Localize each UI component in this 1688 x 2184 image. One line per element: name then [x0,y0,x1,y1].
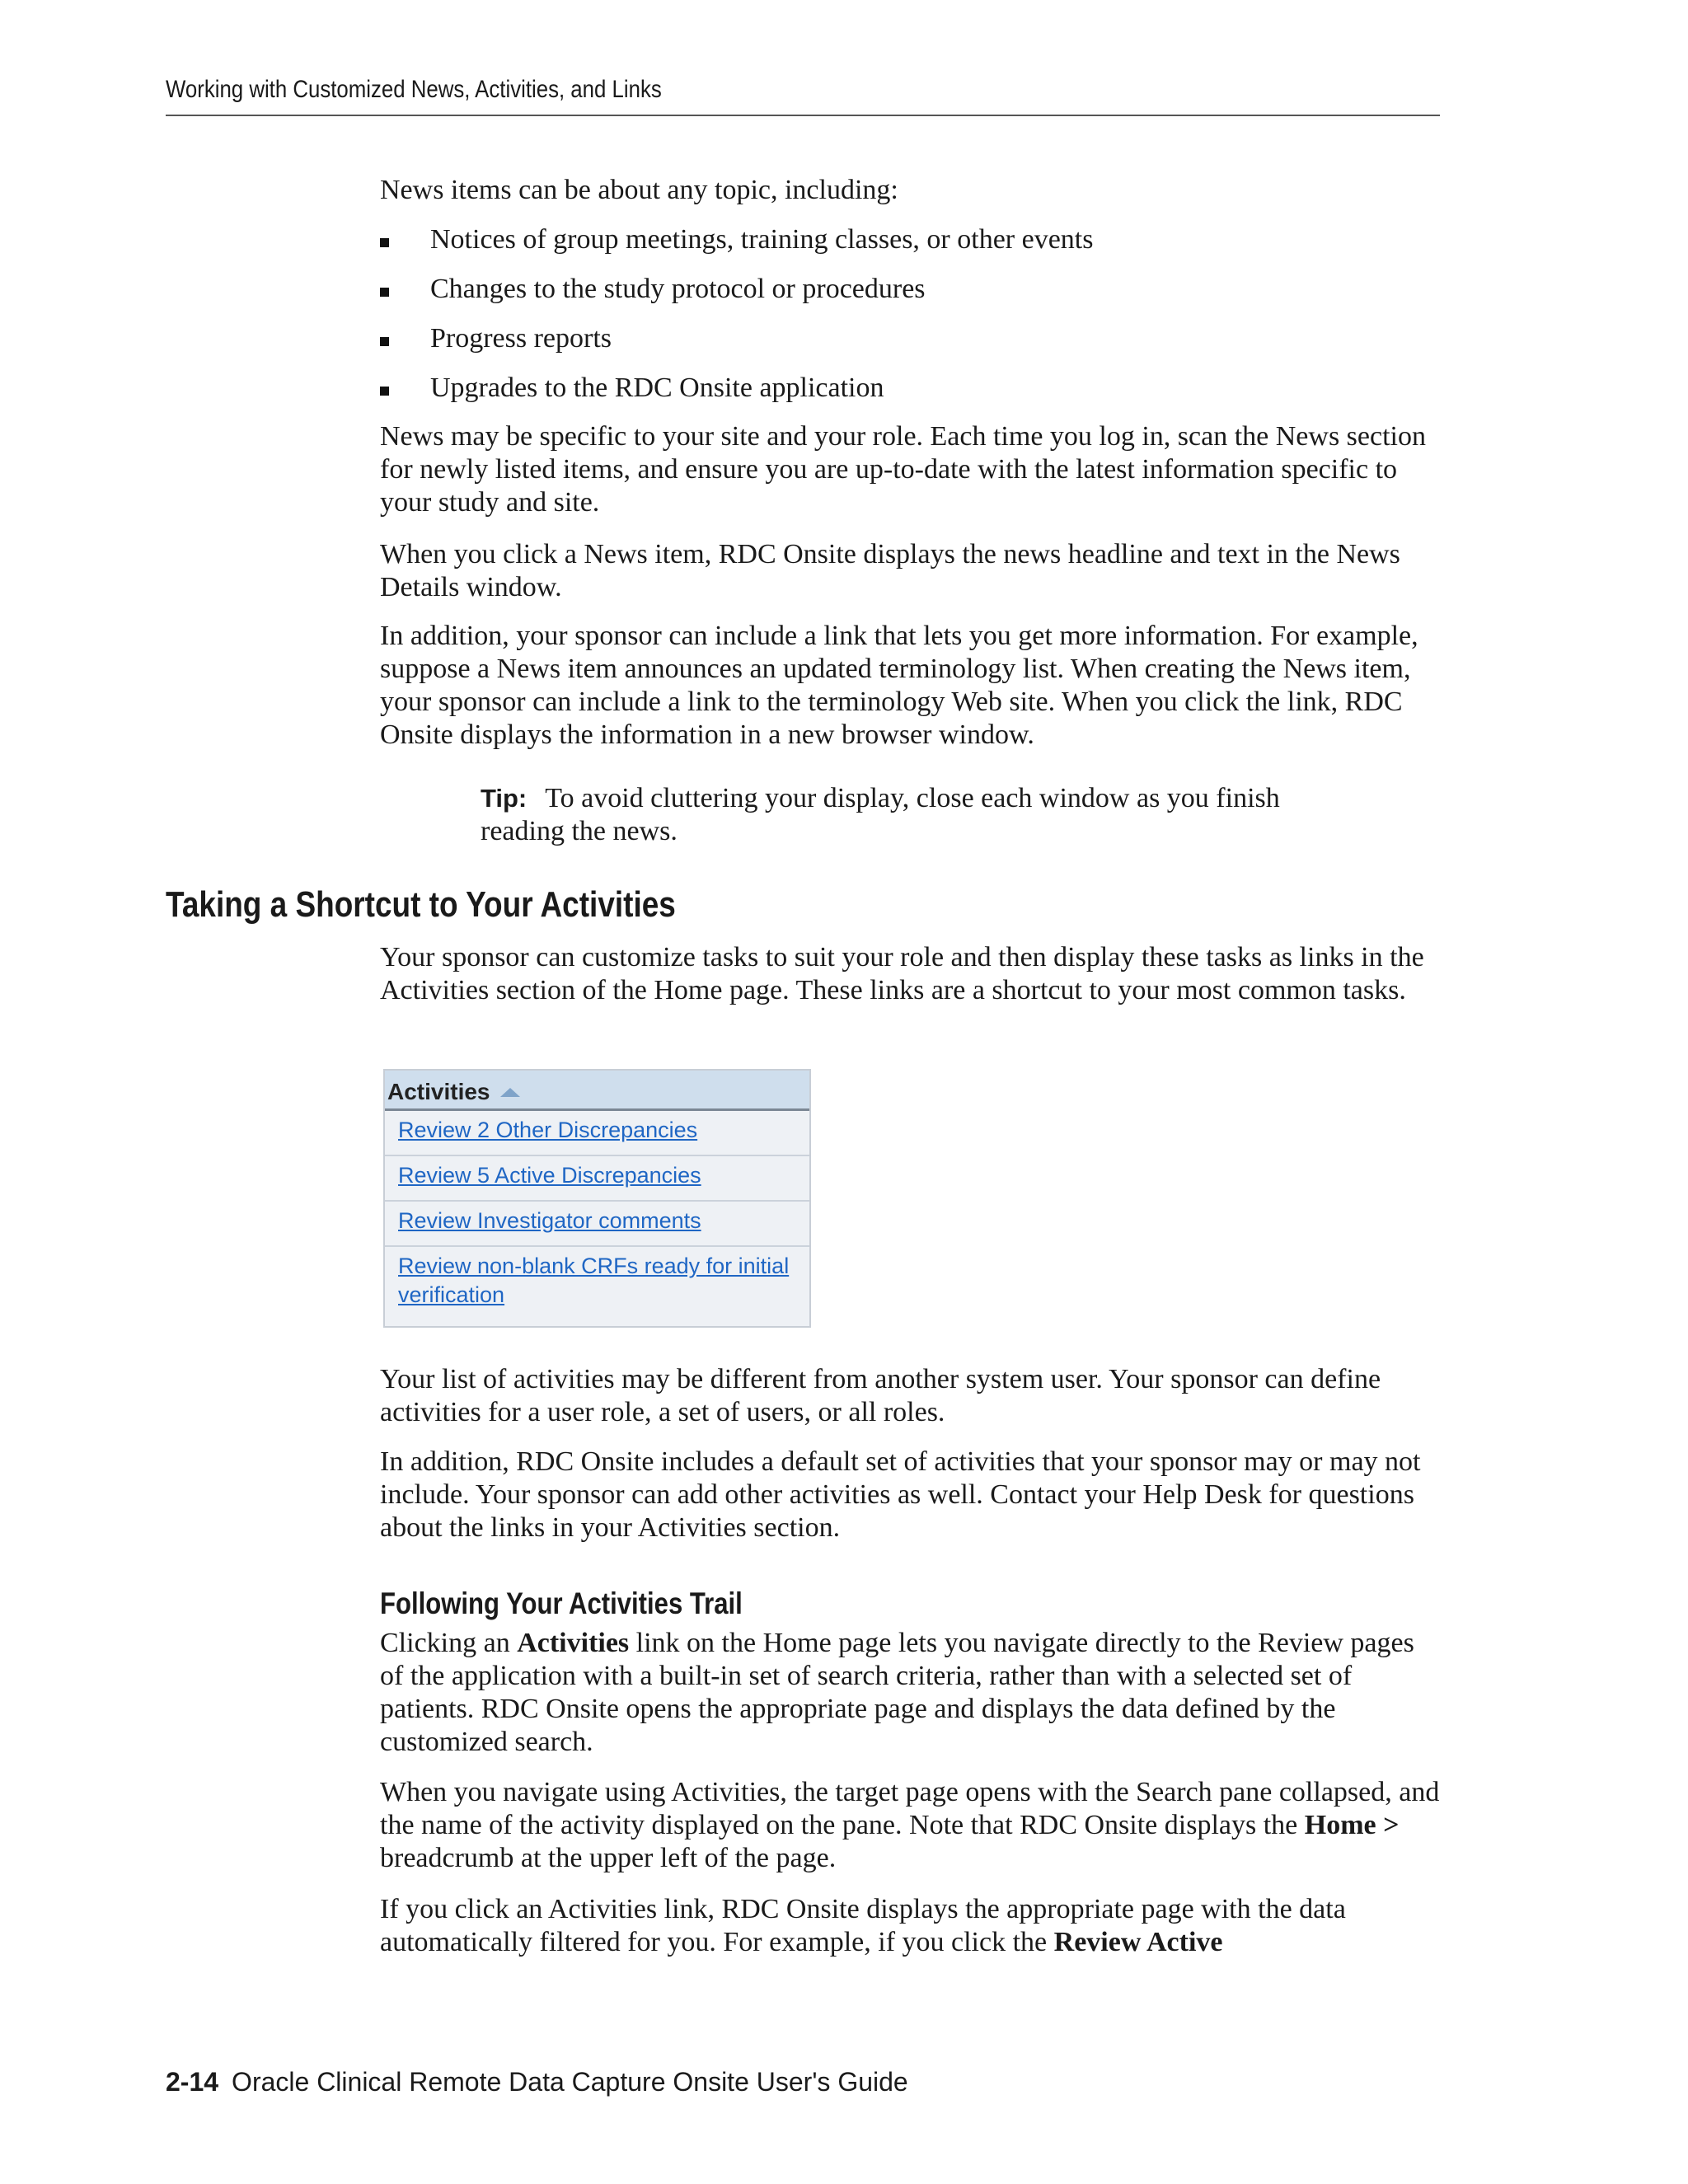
activity-link[interactable]: Review Investigator comments [398,1208,701,1233]
news-click-paragraph: When you click a News item, RDC Onsite displays the news headline and text in the News Details window. [380,539,1400,602]
activity-link[interactable]: Review 5 Active Discrepancies [398,1163,701,1188]
tip-note [481,782,1321,848]
bold-term: Review Active [1053,1927,1223,1957]
running-header: Working with Customized News, Activities, and Links [166,76,662,103]
trail-nav-paragraph: When you navigate using Activities, the target page opens with the Search pane collapsed, and the name of the activity displayed on the pane. Note that RDC Onsite displays the Home > breadcrumb at the upper left of the page. [380,1777,1440,1873]
square-bullet-icon [380,288,389,297]
bold-term: Home > [1304,1810,1400,1840]
news-topic-list [380,223,1093,421]
bold-term: Activities [517,1628,630,1658]
page-number: 2-14 [166,2067,219,2097]
book-title: Oracle Clinical Remote Data Capture Onsite User's Guide [232,2067,908,2097]
section-heading: Taking a Shortcut to Your Activities [166,884,676,925]
collapse-arrow-icon[interactable] [500,1088,520,1097]
page-footer [166,2067,908,2097]
activities-panel-screenshot [383,1069,811,1328]
square-bullet-icon [380,387,389,396]
activities-panel-title: Activities [387,1079,490,1104]
list-item: Notices of group meetings, training classes, or other events [380,223,1093,273]
activities-default-paragraph: In addition, RDC Onsite includes a default set of activities that your sponsor may or may not include. Your sponsor can add other activities as well. Contact your Help Desk for questions about the links in your Activities section. [380,1446,1421,1543]
trail-click-paragraph: Clicking an Activities link on the Home page lets you navigate directly to the Review pages of the application with a built-in set of search criteria, rather than with a selected set of patients. RDC Onsite opens the appropriate page and displays the data defined by the customized search. [380,1628,1414,1757]
activities-intro-paragraph: Your sponsor can customize tasks to suit your role and then display these tasks as links in the Activities section of the Home page. These links are a shortcut to your most common tasks. [380,942,1424,1005]
list-item: Progress reports [380,322,1093,372]
activity-link-row [385,1247,809,1330]
activity-link-row [385,1156,809,1202]
subsection-heading: Following Your Activities Trail [380,1586,743,1620]
activity-link[interactable]: Review 2 Other Discrepancies [398,1118,698,1142]
activities-different-paragraph: Your list of activities may be different from another system user. Your sponsor can define activities for a user role, a set of users, or all roles. [380,1364,1381,1427]
news-intro-text: News items can be about any topic, including: [380,175,898,205]
sponsor-link-paragraph: In addition, your sponsor can include a link that lets you get more information. For example, suppose a News item announces an updated terminology list. When creating the News item, your sponsor can include a link to the terminology Web site. When you click the link, RDC Onsite displays the information in a new browser window. [380,621,1418,750]
news-specific-paragraph: News may be specific to your site and your role. Each time you log in, scan the News section for newly listed items, and ensure you are up-to-date with the latest information specific to your study and site. [380,421,1426,518]
list-item: Upgrades to the RDC Onsite application [380,372,1093,421]
news-intro [380,174,1443,207]
square-bullet-icon [380,337,389,346]
activity-link[interactable]: Review non-blank CRFs ready for initial verification [398,1254,790,1307]
activity-link-row [385,1111,809,1156]
tip-label: Tip: [481,784,528,813]
trail-filter-paragraph: If you click an Activities link, RDC Onsite displays the appropriate page with the data automatically filtered for you. For example, if you click the Review Active [380,1894,1346,1957]
activities-panel-header[interactable] [385,1071,809,1111]
square-bullet-icon [380,238,389,247]
header-divider [166,115,1440,116]
activity-link-row [385,1202,809,1247]
tip-text: To avoid cluttering your display, close each window as you finish reading the news. [481,783,1280,846]
list-item: Changes to the study protocol or procedures [380,273,1093,322]
